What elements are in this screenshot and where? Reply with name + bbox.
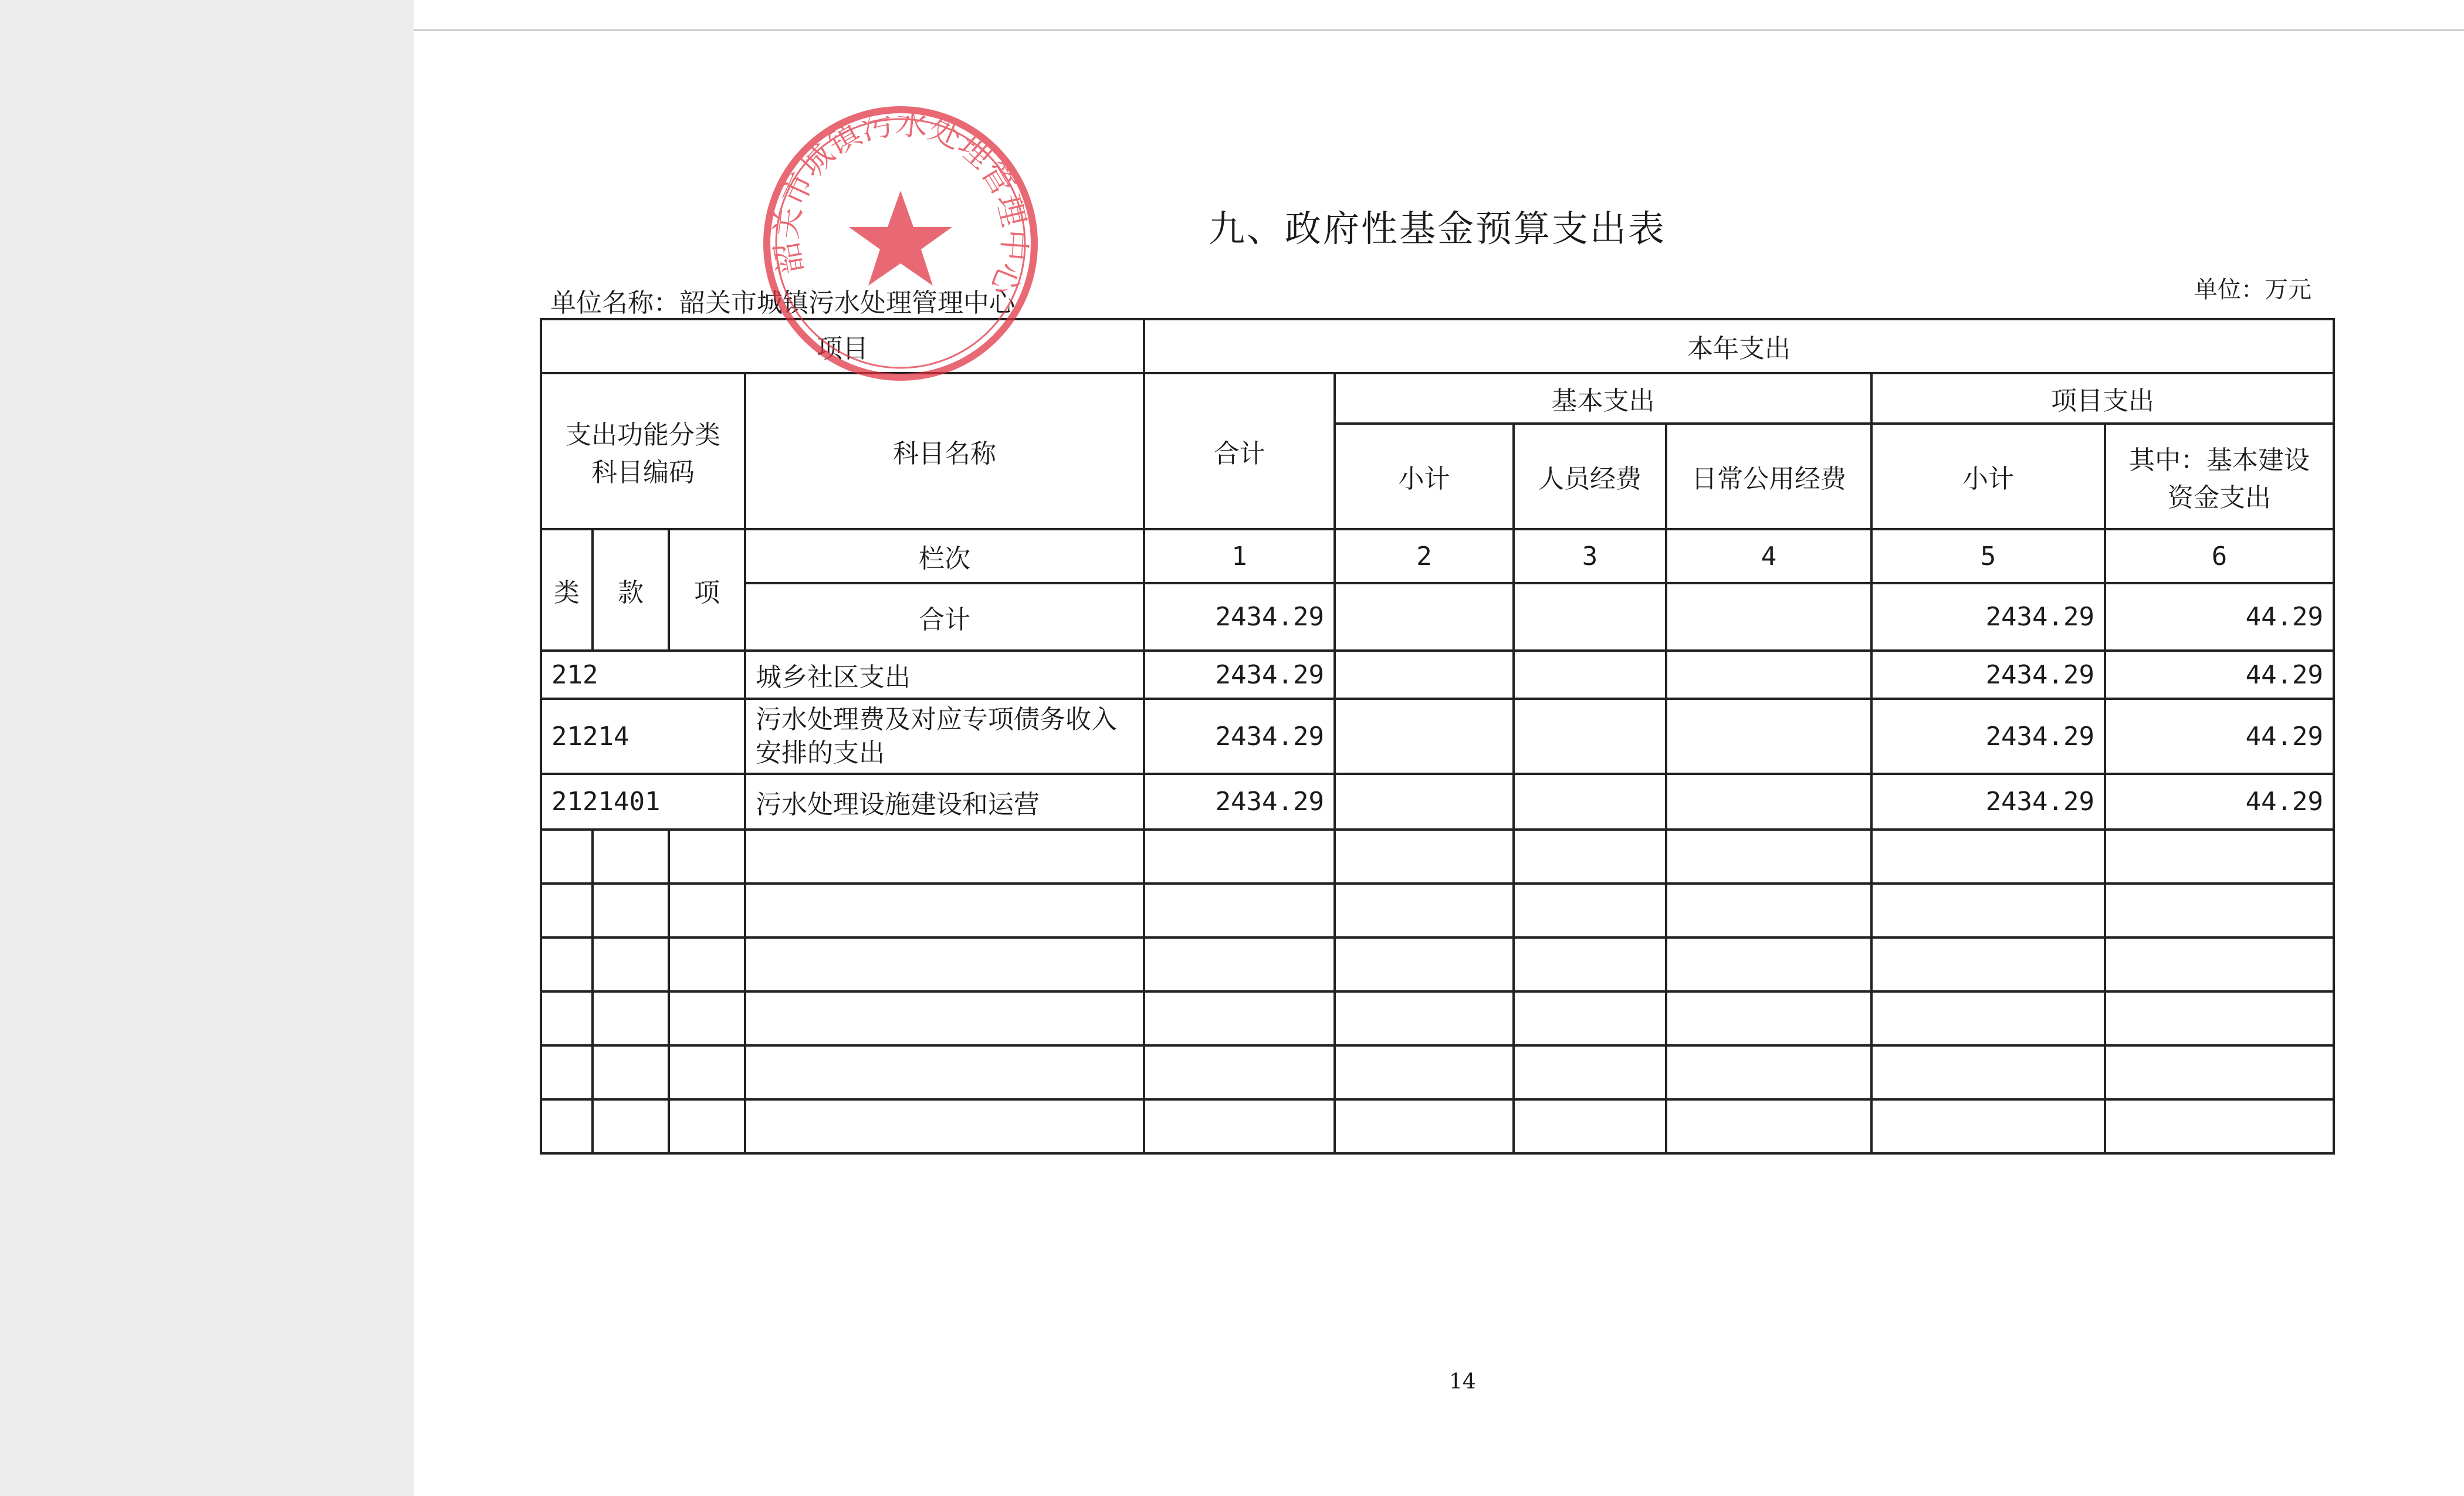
row-c5: 2434.29 <box>1871 774 2105 830</box>
col-num-5: 5 <box>1871 529 2105 583</box>
row-name: 污水处理费及对应专项债务收入安排的支出 <box>745 699 1144 774</box>
header-subject-name: 科目名称 <box>745 373 1144 529</box>
page-title: 九、政府性基金预算支出表 <box>1209 207 1667 250</box>
header-total: 合计 <box>1144 373 1335 529</box>
table-row <box>541 651 2334 699</box>
table-row <box>541 774 2334 830</box>
row-c6: 44.29 <box>2105 699 2334 774</box>
row-code: 212 <box>541 651 745 699</box>
header-daily: 日常公用经费 <box>1666 424 1871 529</box>
header-project-exp: 项目支出 <box>1871 373 2334 424</box>
row-code: 2121401 <box>541 774 745 830</box>
header-kuan: 款 <box>593 529 669 651</box>
row-code: 21214 <box>541 699 745 774</box>
header-personnel: 人员经费 <box>1514 424 1666 529</box>
col-num-1: 1 <box>1144 529 1335 583</box>
row-name: 城乡社区支出 <box>745 651 1144 699</box>
row-c1: 2434.29 <box>1144 774 1335 830</box>
total-label: 合计 <box>745 583 1144 651</box>
fund-expenditure-table <box>540 318 2335 1155</box>
table-row <box>541 699 2334 774</box>
header-basic: 基本支出 <box>1335 373 1871 424</box>
header-subtotal: 小计 <box>1335 424 1514 529</box>
row-name: 污水处理设施建设和运营 <box>745 774 1144 830</box>
total-row <box>541 583 2334 651</box>
header-row-1 <box>541 319 2334 373</box>
row-c1: 2434.29 <box>1144 651 1335 699</box>
header-subtotal2: 小计 <box>1871 424 2105 529</box>
stamp-text: 韶关市城镇污水处理管理中心 <box>767 104 1034 301</box>
row-c6: 44.29 <box>2105 651 2334 699</box>
header-project: 项目 <box>541 319 1144 373</box>
unit-name-label: 单位名称：韶关市城镇污水处理管理中心 <box>550 288 1015 318</box>
col-num-4: 4 <box>1666 529 1871 583</box>
total-c6: 44.29 <box>2105 583 2334 651</box>
header-lei: 类 <box>541 529 593 651</box>
col-num-6: 6 <box>2105 529 2334 583</box>
header-current-year: 本年支出 <box>1144 319 2334 373</box>
page-number: 14 <box>1449 1370 1476 1394</box>
header-capital: 其中：基本建设 资金支出 <box>2105 424 2334 529</box>
col-num-2: 2 <box>1335 529 1514 583</box>
column-number-row <box>541 529 2334 583</box>
row-c1: 2434.29 <box>1144 699 1335 774</box>
scan-edge-line <box>414 29 2464 31</box>
unit-label: 单位：万元 <box>2194 276 2311 303</box>
empty-row <box>541 1045 2334 1099</box>
header-code-group: 支出功能分类 科目编码 <box>541 373 745 529</box>
header-xiang: 项 <box>669 529 745 651</box>
col-num-3: 3 <box>1514 529 1666 583</box>
empty-row <box>541 991 2334 1045</box>
empty-row <box>541 937 2334 991</box>
empty-row <box>541 830 2334 884</box>
header-row-2 <box>541 373 2334 424</box>
header-column-order: 栏次 <box>745 529 1144 583</box>
row-c6: 44.29 <box>2105 774 2334 830</box>
row-c5: 2434.29 <box>1871 699 2105 774</box>
row-c5: 2434.29 <box>1871 651 2105 699</box>
total-c1: 2434.29 <box>1144 583 1335 651</box>
empty-row <box>541 1099 2334 1153</box>
empty-row <box>541 884 2334 937</box>
total-c5: 2434.29 <box>1871 583 2105 651</box>
